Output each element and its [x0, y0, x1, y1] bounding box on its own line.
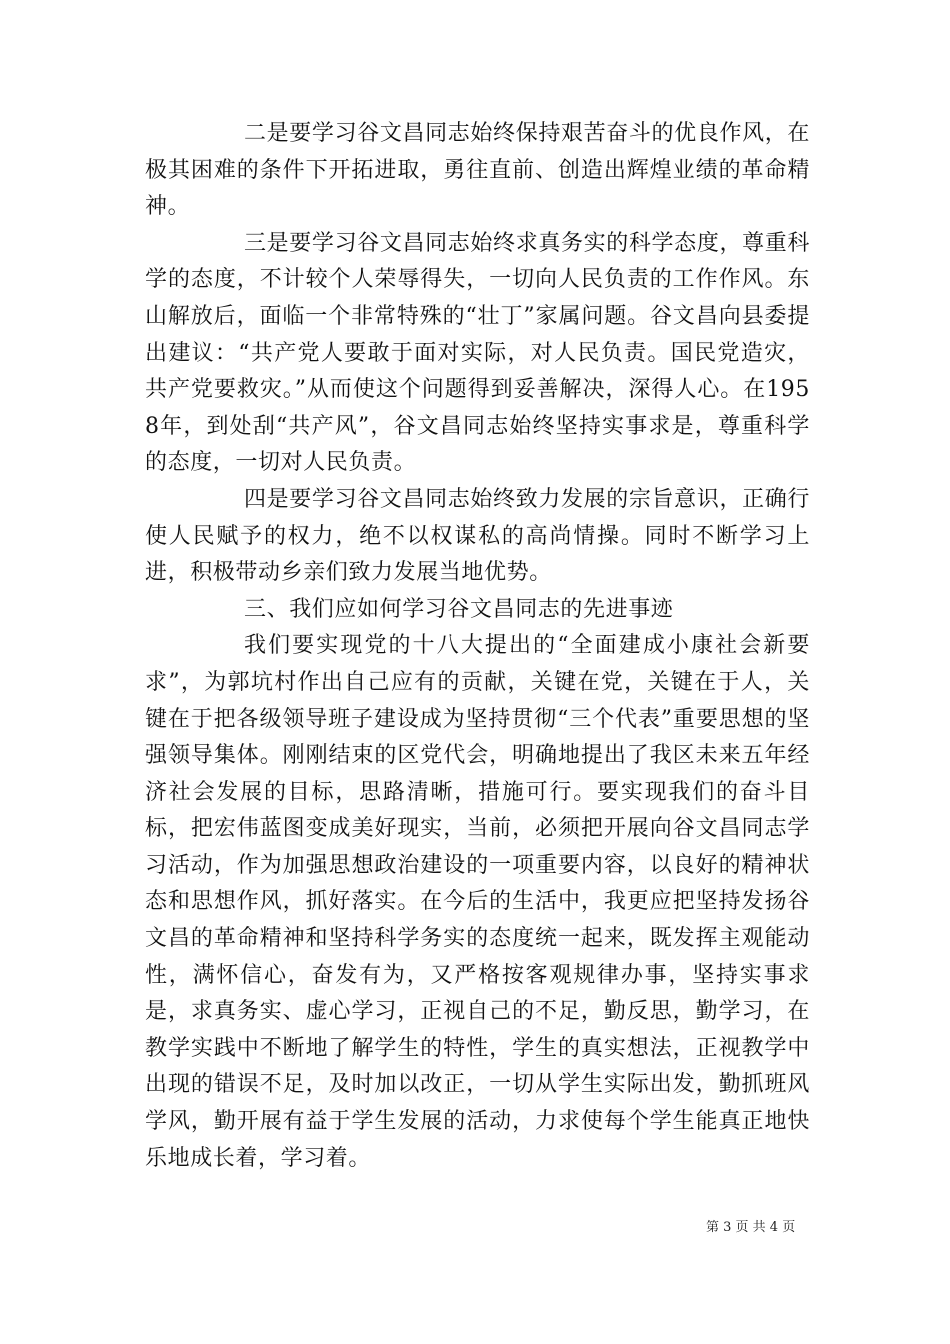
paragraph-4: 四是要学习谷文昌同志始终致力发展的宗旨意识，正确行使人民赋予的权力，绝不以权谋私的高尚情操。同时不断学习上进，积极带动乡亲们致力发展当地优势。 — [145, 486, 810, 586]
section-heading: 三、我们应如何学习谷文昌同志的先进事迹 — [244, 596, 674, 622]
paragraph-3: 三是要学习谷文昌同志始终求真务实的科学态度，尊重科学的态度，不计较个人荣辱得失，一切向人民负责的工作作风。东山解放后，面临一个非常特殊的“壮丁”家属问题。谷文昌向县委提出建议：“共产党人要敢于面对实际，对人民负责。国民党造灾，共产党要救灾。”从而使这个问题得到妥善解决，深得人心。在1958年，到处刮“共产风”，谷文昌同志始终坚持实事求是，尊重科学的态度，一切对人民负责。 — [145, 230, 810, 476]
document-body — [145, 116, 810, 1177]
page-number: 第 3 页 共 4 页 — [706, 1220, 796, 1235]
paragraph-2: 二是要学习谷文昌同志始终保持艰苦奋斗的优良作风，在极其困难的条件下开拓进取，勇往直前、创造出辉煌业绩的革命精神。 — [145, 121, 810, 220]
closing-paragraph: 我们要实现党的十八大提出的“全面建成小康社会新要求”，为郭坑村作出自己应有的贡献，关键在党，关键在于人，关键在于把各级领导班子建设成为坚持贯彻“三个代表”重要思想的坚强领导集体。刚刚结束的区党代会，明确地提出了我区未来五年经济社会发展的目标，思路清晰，措施可行。要实现我们的奋斗目标，把宏伟蓝图变成美好现实，当前，必须把开展向谷文昌同志学习活动，作为加强思想政治建设的一项重要内容，以良好的精神状态和思想作风，抓好落实。在今后的生活中，我更应把坚持发扬谷文昌的革命精神和坚持科学务实的态度统一起来，既发挥主观能动性，满怀信心，奋发有为，又严格按客观规律办事，坚持实事求是，求真务实、虚心学习，正视自己的不足，勤反思，勤学习，在教学实践中不断地了解学生的特性，学生的真实想法，正视教学中出现的错误不足，及时加以改正，一切从学生实际出发，勤抓班风学风，勤开展有益于学生发展的活动，力求使每个学生能真正地快乐地成长着，学习着。 — [145, 633, 810, 1171]
